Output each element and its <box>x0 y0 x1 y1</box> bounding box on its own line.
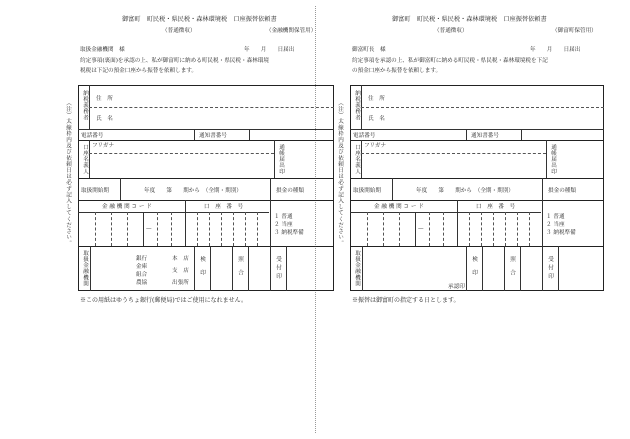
taxpayer-label: 納税義務者 <box>82 90 88 121</box>
form-title: 御富町 町民税・県民税・森林環境税 口座振替依頼書 <box>392 16 547 23</box>
branch-type-office: 出張所 <box>172 280 189 286</box>
footer-note: ※振替は御富町の指定する日とします。 <box>352 297 460 304</box>
addressee: 御富町長 様 <box>352 47 386 53</box>
keep-label: （御富町保管用） <box>552 28 597 34</box>
consent-text: 税税は下記の預金口座から振替を依頼します。 <box>80 68 198 74</box>
account-no-label: 口 座 番 号 <box>476 204 516 210</box>
start-value: 年度 第 期から （全期・期別） <box>144 188 242 194</box>
check-label: 検印 <box>471 256 477 284</box>
date-label: 年 月 日届出 <box>244 47 295 53</box>
approval-label: 承認印 <box>448 284 465 290</box>
verify-label: 照合 <box>509 256 515 284</box>
bank-code-label: 金 融 機 関 コ ー ド <box>374 204 424 210</box>
holder-label: 口座名義人 <box>354 144 360 175</box>
phone-label: 電話番号 <box>81 133 104 139</box>
start-label: 取扱開始期 <box>81 188 109 194</box>
account-no-label: 口 座 番 号 <box>204 204 244 210</box>
name-label: 氏 名 <box>96 116 113 122</box>
inst-type-nokyo: 農協 <box>136 280 148 286</box>
furigana-label: フリガナ <box>92 143 115 149</box>
deposit-type-3: ３ 納税準備 <box>274 230 304 236</box>
bank-code-dash: — <box>418 226 424 232</box>
address-label: 住 所 <box>368 96 385 102</box>
footer-note: ※この用紙はゆうちょ銀行(郵便局)ではご使用になれません。 <box>80 297 248 304</box>
date-label: 年 月 日届出 <box>530 47 581 53</box>
branch-type-branch: 支 店 <box>172 268 189 274</box>
furigana-label: フリガナ <box>364 143 387 149</box>
deposit-type-2: ２ 当座 <box>546 222 565 228</box>
name-label: 氏 名 <box>368 116 385 122</box>
receipt-label: 受付印 <box>275 256 281 282</box>
fund-type-label: 損金の種類 <box>276 188 304 194</box>
notice-no-label: 通知書番号 <box>471 133 499 139</box>
deposit-type-2: ２ 当座 <box>274 222 293 228</box>
deposit-type-3: ３ 納税準備 <box>546 230 576 236</box>
consent-text: 約定事項を承認の上、私が御富町に納める町民税・県民税・森林環境税を下記 <box>352 58 548 64</box>
branch-type-main: 本 店 <box>172 256 189 262</box>
deposit-type-1: １ 普通 <box>546 214 565 220</box>
holder-label: 口座名義人 <box>82 144 88 175</box>
inst-type-bank: 銀行 <box>136 256 148 262</box>
receipt-label: 受付印 <box>547 256 553 282</box>
consent-text: の預金口座から振替を依頼します。 <box>352 68 442 74</box>
check-label: 検印 <box>199 256 205 284</box>
side-note: （注）太線枠内及び依頼日は必ず記入してください。 <box>65 100 71 247</box>
deposit-type-1: １ 普通 <box>274 214 293 220</box>
side-note: （注）太線枠内及び依頼日は必ず記入してください。 <box>337 100 343 247</box>
verify-label: 照合 <box>237 256 243 284</box>
inst-type-shinkin: 金庫 <box>136 264 148 270</box>
taxpayer-label: 納税義務者 <box>354 90 360 121</box>
seal-label: 通帳届出印 <box>550 144 556 175</box>
bank-code-dash: — <box>146 226 152 232</box>
notice-no-label: 通知書番号 <box>199 133 227 139</box>
institution-label: 取扱金融機関 <box>354 250 360 287</box>
institution-label: 取扱金融機関 <box>82 250 88 287</box>
form-subtitle: （普通徴収） <box>434 28 468 34</box>
start-label: 取扱開始期 <box>353 188 381 194</box>
bank-code-label: 金 融 機 関 コ ー ド <box>102 204 152 210</box>
left-form <box>44 0 344 439</box>
form-subtitle: （普通徴収） <box>162 28 196 34</box>
fund-type-label: 損金の種類 <box>548 188 576 194</box>
address-label: 住 所 <box>96 96 113 102</box>
seal-label: 通帳届出印 <box>278 144 284 175</box>
addressee: 取扱金融機関 様 <box>80 47 125 53</box>
phone-label: 電話番号 <box>353 133 376 139</box>
form-title: 御富町 町民税・県民税・森林環境税 口座振替依頼書 <box>122 16 277 23</box>
consent-text: 約定事項(裏面)を承認の上、私が御富町に納める町民税・県民税・森林環境 <box>80 58 269 64</box>
start-value: 年度 第 期から （全期・期別） <box>416 188 514 194</box>
right-form <box>330 0 630 439</box>
inst-type-kumiai: 組合 <box>136 272 148 278</box>
keep-label: （金融機関保管用） <box>266 28 317 34</box>
